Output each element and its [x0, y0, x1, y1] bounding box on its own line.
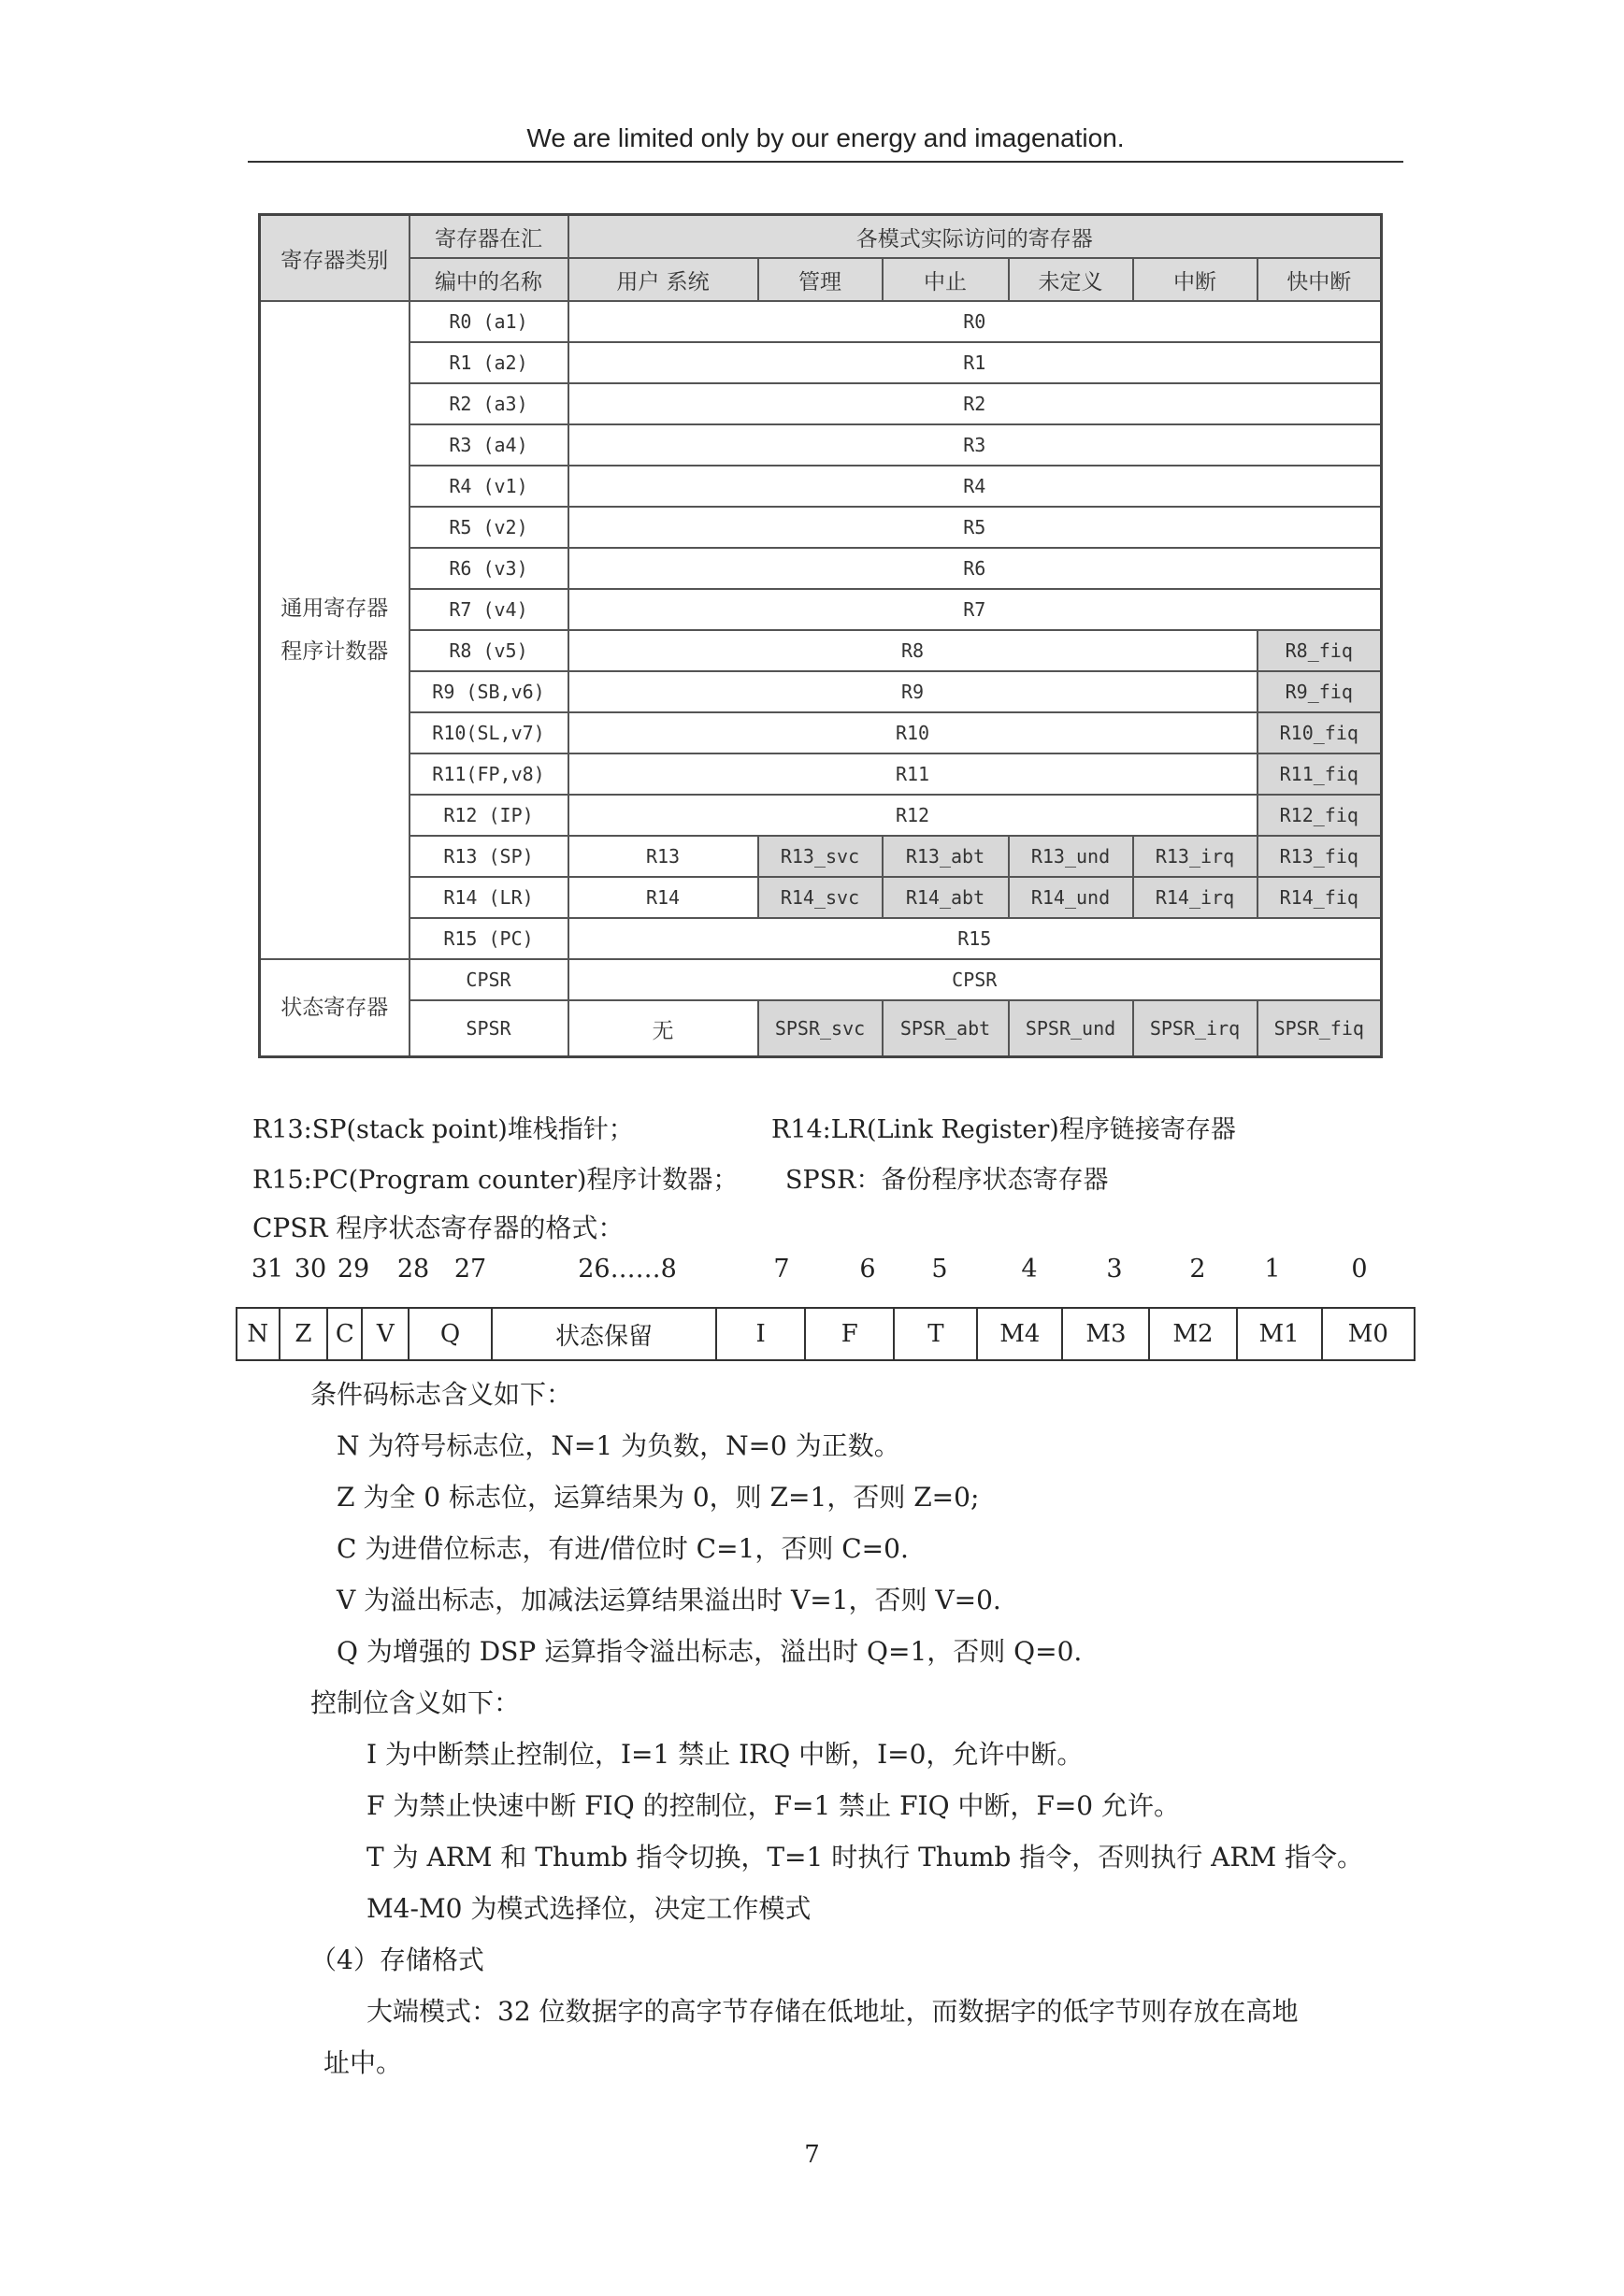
- banked-register: R13_fiq: [1258, 836, 1382, 877]
- register-name: CPSR: [410, 959, 568, 1000]
- big-endian-line2: 址中。: [323, 2047, 403, 2078]
- bit-number: 2: [1189, 1255, 1206, 1284]
- register-name: R7 (v4): [410, 589, 568, 630]
- register-value: R3: [568, 424, 1382, 466]
- register-name: R14 (LR): [410, 877, 568, 918]
- bit-number: 5: [931, 1255, 948, 1284]
- register-name: R0 (a1): [410, 301, 568, 342]
- cpsr-field: M1: [1237, 1308, 1322, 1360]
- cpsr-field: Z: [280, 1308, 328, 1360]
- bit-number: 0: [1351, 1255, 1368, 1284]
- banked-register: R14_und: [1009, 877, 1133, 918]
- table-row: [260, 424, 1382, 466]
- header-name-line2: 编中的名称: [410, 258, 568, 301]
- bit-number: 26……8: [578, 1255, 677, 1284]
- bit-number: 1: [1264, 1255, 1281, 1284]
- table-row: [260, 466, 1382, 507]
- header-mode: 中止: [883, 258, 1009, 301]
- bit-number: 27: [453, 1255, 487, 1284]
- register-value: R6: [568, 548, 1382, 589]
- register-value: R0: [568, 301, 1382, 342]
- register-name: R9 (SB,v6): [410, 671, 568, 712]
- cpsr-field: I: [716, 1308, 805, 1360]
- register-name: R6 (v3): [410, 548, 568, 589]
- condition-flags-title: 条件码标志含义如下：: [310, 1379, 573, 1410]
- cpsr-bit-table: [236, 1307, 1416, 1361]
- bit-number: 31: [251, 1255, 284, 1284]
- table-row: [260, 877, 1382, 918]
- header-mode: 管理: [758, 258, 883, 301]
- table-row: [260, 548, 1382, 589]
- banked-register: R14_svc: [758, 877, 883, 918]
- table-row: [260, 589, 1382, 630]
- register-value: R12: [568, 795, 1258, 836]
- table-row: [260, 836, 1382, 877]
- table-row: [260, 712, 1382, 753]
- header-mode: 未定义: [1009, 258, 1133, 301]
- cpsr-field: M0: [1322, 1308, 1415, 1360]
- register-name: R12 (IP): [410, 795, 568, 836]
- table-row: [260, 671, 1382, 712]
- header-mode: 用户 系统: [568, 258, 758, 301]
- register-name: R10(SL,v7): [410, 712, 568, 753]
- table-row: [260, 630, 1382, 671]
- banked-register: R13_svc: [758, 836, 883, 877]
- spsr-value: SPSR_und: [1009, 1000, 1133, 1057]
- bit-number: 6: [859, 1255, 876, 1284]
- bit-number: 4: [1021, 1255, 1038, 1284]
- banked-register: R14_irq: [1133, 877, 1258, 918]
- flag-c-desc: C 为进借位标志，有进/借位时 C=1，否则 C=0.: [337, 1533, 909, 1564]
- register-value: R2: [568, 383, 1382, 424]
- bit-number: 7: [773, 1255, 790, 1284]
- register-name: R3 (a4): [410, 424, 568, 466]
- cpsr-field: N: [237, 1308, 280, 1360]
- table-row: [260, 342, 1382, 383]
- register-name: R5 (v2): [410, 507, 568, 548]
- register-name: R15 (PC): [410, 918, 568, 959]
- cpsr-field: F: [805, 1308, 894, 1360]
- big-endian-line1: 大端模式：32 位数据字的高字节存储在低地址，而数据字的低字节则存放在高地: [366, 1996, 1299, 2027]
- note-r15: R15:PC(Program counter)程序计数器；: [252, 1166, 739, 1195]
- register-name: R13 (SP): [410, 836, 568, 877]
- header-category: 寄存器类别: [260, 215, 410, 302]
- bit-number: 28: [396, 1255, 430, 1284]
- cpsr-format-title: CPSR 程序状态寄存器的格式：: [252, 1213, 625, 1243]
- fiq-register: R11_fiq: [1258, 753, 1382, 795]
- table-row: [260, 959, 1382, 1000]
- bit-number: 3: [1106, 1255, 1123, 1284]
- banked-register: R13_irq: [1133, 836, 1258, 877]
- table-row: [260, 507, 1382, 548]
- page-header: We are limited only by our energy and imagenation.: [248, 120, 1403, 163]
- bit-number: 29: [337, 1255, 370, 1284]
- spsr-value: SPSR_abt: [883, 1000, 1009, 1057]
- register-value: R4: [568, 466, 1382, 507]
- table-row: [260, 795, 1382, 836]
- cpsr-field: C: [327, 1308, 362, 1360]
- banked-register: R13_abt: [883, 836, 1009, 877]
- banked-register: R13: [568, 836, 758, 877]
- register-name: R2 (a3): [410, 383, 568, 424]
- spsr-value: SPSR_fiq: [1258, 1000, 1382, 1057]
- header-mode: 快中断: [1258, 258, 1382, 301]
- cpsr-fields-row: [237, 1308, 1415, 1360]
- cpsr-field: M2: [1149, 1308, 1236, 1360]
- spsr-value: 无: [568, 1000, 758, 1057]
- note-r14: R14:LR(Link Register)程序链接寄存器: [771, 1115, 1236, 1144]
- bit-t-desc: T 为 ARM 和 Thumb 指令切换，T=1 时执行 Thumb 指令，否则执行 ARM 指令。: [366, 1842, 1364, 1873]
- table-row: [260, 301, 1382, 342]
- register-value: R7: [568, 589, 1382, 630]
- register-name: R1 (a2): [410, 342, 568, 383]
- bit-number-row: [236, 1255, 1416, 1292]
- status-category: 状态寄存器: [260, 959, 410, 1057]
- note-r13: R13:SP(stack point)堆栈指针；: [252, 1115, 634, 1144]
- fiq-register: R10_fiq: [1258, 712, 1382, 753]
- table-row: [260, 383, 1382, 424]
- register-name: SPSR: [410, 1000, 568, 1057]
- flag-z-desc: Z 为全 0 标志位，运算结果为 0，则 Z=1，否则 Z=0;: [337, 1482, 980, 1513]
- register-value: CPSR: [568, 959, 1382, 1000]
- register-value: R1: [568, 342, 1382, 383]
- cpsr-field: Q: [409, 1308, 492, 1360]
- fiq-register: R8_fiq: [1258, 630, 1382, 671]
- register-name: R8 (v5): [410, 630, 568, 671]
- header-mode-group: 各模式实际访问的寄存器: [568, 215, 1382, 259]
- flag-q-desc: Q 为增强的 DSP 运算指令溢出标志，溢出时 Q=1，否则 Q=0.: [337, 1636, 1083, 1667]
- general-category-line2: 程序计数器: [280, 639, 389, 664]
- register-value: R15: [568, 918, 1382, 959]
- register-name: R4 (v1): [410, 466, 568, 507]
- register-name: R11(FP,v8): [410, 753, 568, 795]
- cpsr-field: M4: [977, 1308, 1062, 1360]
- table-row: [260, 918, 1382, 959]
- register-table: [258, 213, 1383, 1058]
- cpsr-field: M3: [1062, 1308, 1149, 1360]
- banked-register: R14_fiq: [1258, 877, 1382, 918]
- table-row: [260, 1000, 1382, 1057]
- fiq-register: R12_fiq: [1258, 795, 1382, 836]
- header-name-line1: 寄存器在汇: [410, 215, 568, 259]
- register-value: R8: [568, 630, 1258, 671]
- cpsr-field: T: [894, 1308, 977, 1360]
- storage-format-heading: （4）存储格式: [310, 1944, 484, 1975]
- flag-v-desc: V 为溢出标志，加减法运算结果溢出时 V=1，否则 V=0.: [337, 1585, 1001, 1615]
- general-category: [260, 301, 410, 959]
- table-row: [260, 753, 1382, 795]
- bit-f-desc: F 为禁止快速中断 FIQ 的控制位，F=1 禁止 FIQ 中断，F=0 允许。: [366, 1790, 1181, 1821]
- cpsr-field: 状态保留: [492, 1308, 716, 1360]
- general-category-line1: 通用寄存器: [280, 596, 389, 621]
- fiq-register: R9_fiq: [1258, 671, 1382, 712]
- register-value: R5: [568, 507, 1382, 548]
- note-spsr: SPSR：备份程序状态寄存器: [785, 1166, 1109, 1195]
- register-value: R9: [568, 671, 1258, 712]
- flag-n-desc: N 为符号标志位，N=1 为负数，N=0 为正数。: [337, 1430, 900, 1461]
- control-bits-title: 控制位含义如下：: [310, 1687, 521, 1718]
- page-number: 7: [804, 2141, 820, 2169]
- register-value: R10: [568, 712, 1258, 753]
- header-mode: 中断: [1133, 258, 1258, 301]
- register-value: R11: [568, 753, 1258, 795]
- mode-bits-desc: M4-M0 为模式选择位，决定工作模式: [366, 1893, 812, 1924]
- spsr-value: SPSR_irq: [1133, 1000, 1258, 1057]
- bit-i-desc: I 为中断禁止控制位，I=1 禁止 IRQ 中断，I=0，允许中断。: [366, 1739, 1084, 1770]
- banked-register: R13_und: [1009, 836, 1133, 877]
- cpsr-field: V: [362, 1308, 409, 1360]
- bit-number: 30: [294, 1255, 327, 1284]
- banked-register: R14_abt: [883, 877, 1009, 918]
- banked-register: R14: [568, 877, 758, 918]
- spsr-value: SPSR_svc: [758, 1000, 883, 1057]
